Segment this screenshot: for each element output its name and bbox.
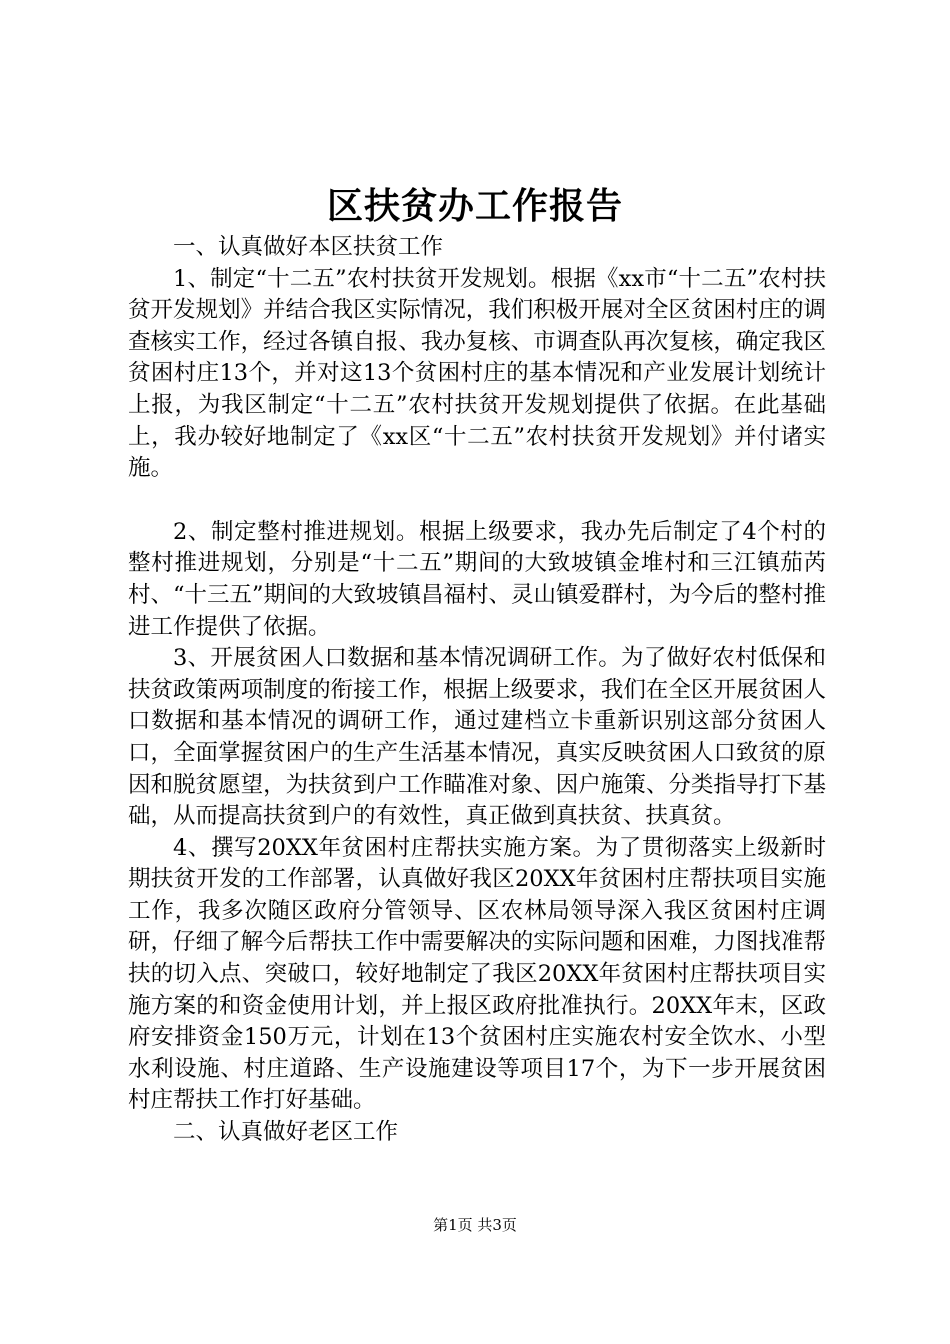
document-body xyxy=(128,232,826,1149)
page-footer: 第1页 共3页 xyxy=(433,1216,517,1234)
document-title: 区扶贫办工作报告 xyxy=(326,185,623,227)
paragraph-item-2: 2、制定整村推进规划。根据上级要求，我办先后制定了4个村的整村推进规划，分别是“十二五”期间的大致坡镇金堆村和三江镇茄芮村、“十三五”期间的大致坡镇昌福村、灵山镇爱群村，为今后的整村推进工作提供了依据。 xyxy=(128,518,827,640)
section-heading-2: 二、认真做好老区工作 xyxy=(173,1119,399,1146)
paragraph-item-4: 4、撰写20XX年贫困村庄帮扶实施方案。为了贯彻落实上级新时期扶贫开发的工作部署，认真做好我区20XX年贫困村庄帮扶项目实施工作，我多次随区政府分管领导、区农林局领导深入我区贫困村庄调研，仔细了解今后帮扶工作中需要解决的实际问题和困难，力图找准帮扶的切入点、突破口，较好地制定了我区20XX年贫困村庄帮扶项目实施方案的和资金使用计划，并上报区政府批准执行。20XX年末，区政府安排资金150万元，计划在13个贫困村庄实施农村安全饮水、小型水利设施、村庄道路、生产设施建设等项目17个，为下一步开展贫困村庄帮扶工作打好基础。 xyxy=(128,834,826,1114)
paragraph-item-1: 1、制定“十二五”农村扶贫开发规划。根据《xx市“十二五”农村扶贫开发规划》并结合我区实际情况，我们积极开展对全区贫困村庄的调查核实工作，经过各镇自报、我办复核、市调查队再次复核，确定我区贫困村庄13个，并对这13个贫困村庄的基本情况和产业发展计划统计上报，为我区制定“十二五”农村扶贫开发规划提供了依据。在此基础上，我办较好地制定了《xx区“十二五”农村扶贫开发规划》并付诸实施。 xyxy=(128,265,826,482)
paragraph-item-3: 3、开展贫困人口数据和基本情况调研工作。为了做好农村低保和扶贫政策两项制度的衔接工作，根据上级要求，我们在全区开展贫困人口数据和基本情况的调研工作，通过建档立卡重新识别这部分贫困人口，全面掌握贫困户的生产生活基本情况，真实反映贫困人口致贫的原因和脱贫愿望，为扶贫到户工作瞄准对象、因户施策、分类指导打下基础，从而提高扶贫到户的有效性，真正做到真扶贫、扶真贫。 xyxy=(128,645,826,830)
section-heading-1: 一、认真做好本区扶贫工作 xyxy=(173,234,444,260)
